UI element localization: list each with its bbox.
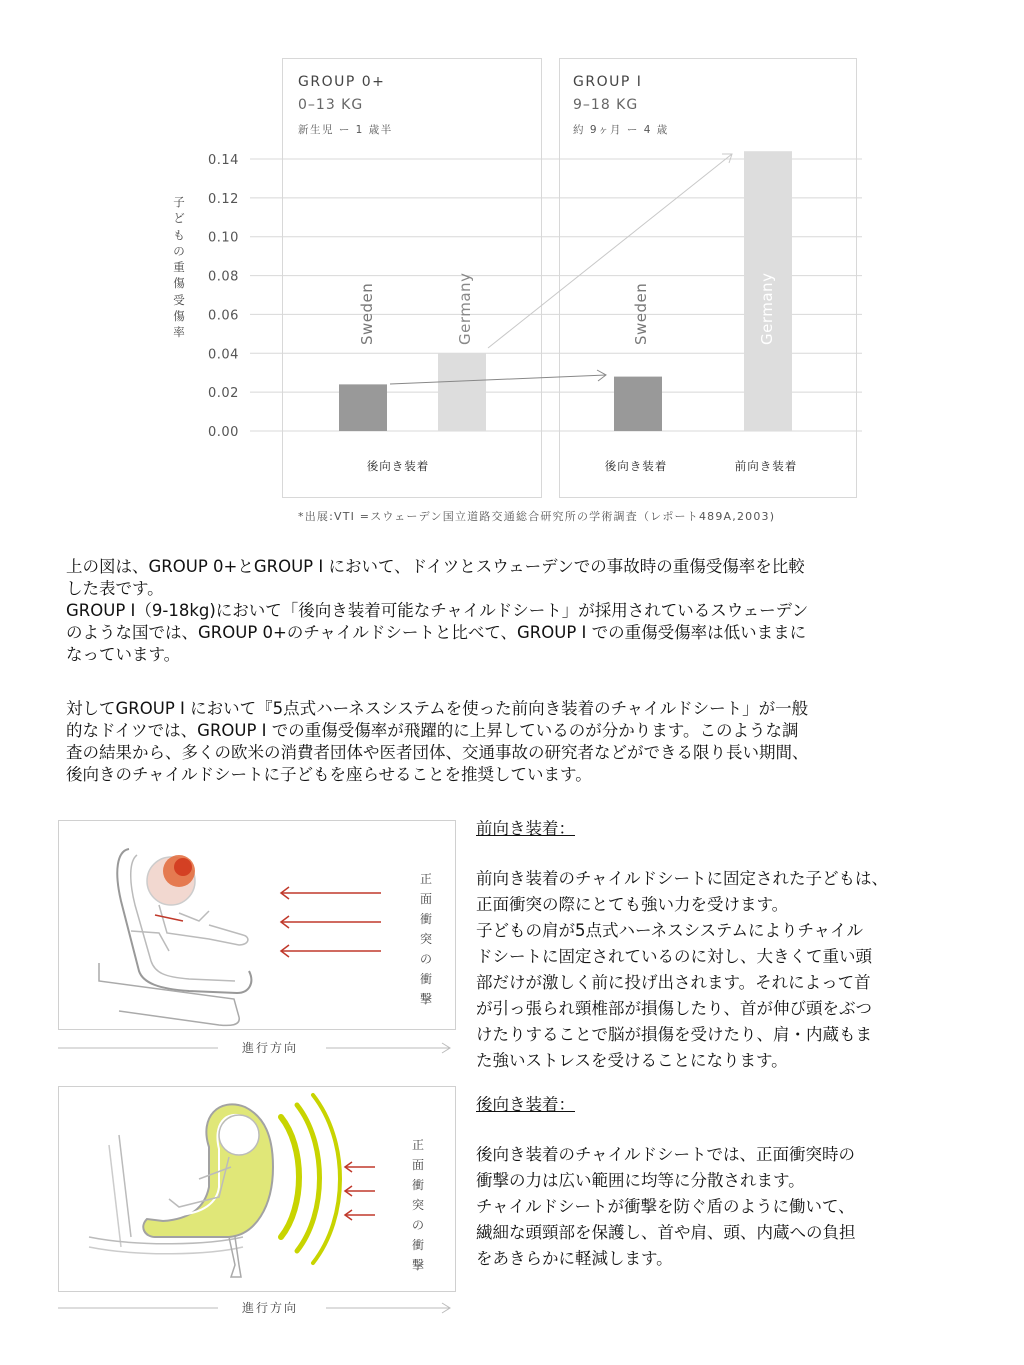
- group-1-age: 約 9ヶ月 ー 4 歳: [573, 124, 669, 136]
- text-line: が引っ張られ頸椎部が損傷したり、首が伸び頭をぶつ: [476, 999, 872, 1018]
- bar-germany: [438, 353, 486, 431]
- analysis-paragraph: [66, 698, 966, 786]
- trend-arrow: [488, 154, 732, 348]
- impact-label-char: 面: [411, 1158, 424, 1172]
- y-axis-title-char: 子: [173, 195, 185, 209]
- text-line: た強いストレスを受けることになります。: [476, 1051, 788, 1070]
- text-line: 上の図は、GROUP 0+とGROUP I において、ドイツとスウェーデンでの事故時の重傷受傷率を比較: [66, 557, 805, 576]
- text-line: 査の結果から、多くの欧米の消費者団体や医者団体、交通事故の研究者などができる限り長い期間、: [66, 743, 809, 762]
- category-label: 前向き装着: [734, 459, 798, 473]
- y-axis-title-char: 傷: [173, 309, 185, 324]
- impact-label-char: 衝: [411, 1178, 424, 1192]
- group-1-weight: 9–18 KG: [573, 97, 639, 113]
- rearward-facing-illustration: [58, 1086, 456, 1292]
- bar-label: Sweden: [358, 282, 376, 345]
- impact-label-char: の: [411, 1218, 424, 1232]
- text-line: のような国では、GROUP 0+のチャイルドシートと比べて、GROUP I での重傷受傷率は低いままに: [66, 623, 807, 642]
- impact-label-char: の: [419, 952, 432, 966]
- text-line: けたりすることで脳が損傷を受けたり、肩・内蔵もま: [476, 1025, 872, 1044]
- intro-paragraph: [66, 556, 966, 666]
- text-line: 前向き装着のチャイルドシートに固定された子どもは、: [476, 869, 889, 888]
- text-line: 対してGROUP I において『5点式ハーネスシステムを使った前向き装着のチャイルドシート」が一般: [66, 699, 809, 718]
- rearward-facing-text: [476, 1092, 976, 1272]
- y-tick-label: 0.00: [208, 425, 239, 440]
- text-line: 後向きのチャイルドシートに子どもを座らせることを推奨しています。: [66, 765, 592, 784]
- impact-label: [419, 869, 433, 1009]
- bar-label: Germany: [758, 272, 776, 345]
- text-line: した表です。: [66, 579, 164, 598]
- impact-label: [411, 1135, 425, 1275]
- impact-label-char: 衝: [411, 1238, 424, 1252]
- impact-label-char: 正: [419, 872, 432, 886]
- group-0plus-name: GROUP 0+: [298, 74, 386, 90]
- y-axis-title-char: 傷: [173, 276, 185, 291]
- bar-sweden: [614, 377, 662, 431]
- category-label: 後向き装着: [366, 459, 430, 473]
- chart-plot: [0, 0, 1024, 540]
- bar-label: Germany: [456, 272, 474, 345]
- direction-label: 進行方向: [242, 1301, 299, 1315]
- y-axis-title-char: ど: [173, 211, 185, 226]
- y-tick-label: 0.10: [208, 230, 239, 246]
- text-line: なっています。: [66, 645, 181, 664]
- forward-heading: 前向き装着：: [476, 819, 575, 838]
- y-axis-title-char: も: [173, 227, 185, 242]
- text-line: をあきらかに軽減します。: [476, 1249, 673, 1268]
- y-axis-title-char: 重: [173, 260, 185, 275]
- impact-label-char: 突: [411, 1198, 424, 1212]
- text-line: 後向き装着のチャイルドシートでは、正面衝突時の: [476, 1145, 856, 1164]
- group-1-name: GROUP I: [573, 74, 643, 90]
- direction-indicator: [58, 1038, 454, 1058]
- y-tick-label: 0.08: [208, 269, 239, 285]
- text-line: 子どもの肩が5点式ハーネスシステムによりチャイル: [476, 921, 864, 940]
- forward-facing-illustration: [58, 820, 456, 1030]
- shield-arcs-icon: [281, 1095, 340, 1263]
- impact-label-char: 面: [419, 892, 432, 906]
- y-tick-label: 0.02: [208, 386, 239, 402]
- forward-seat-drawing: [59, 821, 455, 1029]
- impact-label-char: 正: [411, 1138, 424, 1152]
- text-line: チャイルドシートが衝撃を防ぐ盾のように働いて、: [476, 1197, 855, 1216]
- text-line: 正面衝突の際にとても強い力を受けます。: [476, 895, 789, 914]
- impact-label-char: 衝: [419, 912, 432, 926]
- y-tick-label: 0.14: [208, 153, 239, 168]
- direction-indicator: [58, 1298, 454, 1318]
- direction-label: 進行方向: [242, 1041, 299, 1055]
- y-tick-label: 0.12: [208, 191, 239, 207]
- y-axis-title-char: の: [173, 243, 185, 258]
- text-line: 衝撃の力は広い範囲に均等に分散されます。: [476, 1171, 805, 1190]
- impact-label-char: 衝: [419, 972, 432, 986]
- bar-label: Sweden: [632, 282, 650, 345]
- y-axis-title-char: 受: [173, 292, 185, 307]
- impact-label-char: 突: [419, 932, 432, 946]
- chart-source: *出展:VTI =スウェーデン国立道路交通総合研究所の学術調査（レポート489A,2003): [298, 510, 776, 523]
- impact-label-char: 撃: [411, 1258, 424, 1272]
- trend-arrow: [390, 375, 606, 384]
- forward-facing-text: [476, 816, 976, 1074]
- text-line: ドシートに固定されているのに対し、大きくて重い頭: [476, 947, 872, 966]
- impact-arrows: [281, 887, 381, 957]
- text-line: 繊細な頭頸部を保護し、首や肩、頭、内蔵への負担: [476, 1223, 856, 1242]
- group-0plus-weight: 0–13 KG: [298, 97, 364, 113]
- text-line: 部だけが激しく前に投げ出されます。それによって首: [476, 973, 871, 992]
- category-label: 後向き装着: [604, 459, 668, 473]
- text-line: 的なドイツでは、GROUP I での重傷受傷率が飛躍的に上昇しているのが分かります。このような調: [66, 721, 799, 740]
- rearward-heading: 後向き装着：: [476, 1095, 575, 1114]
- y-tick-label: 0.04: [208, 347, 239, 363]
- y-tick-label: 0.06: [208, 308, 239, 324]
- injury-rate-chart: [0, 0, 1024, 540]
- group-0plus-age: 新生児 ー 1 歳半: [298, 124, 393, 136]
- bar-sweden: [339, 384, 387, 431]
- impact-label-char: 撃: [419, 992, 432, 1006]
- y-axis-title-char: 率: [173, 325, 185, 340]
- impact-arrows: [345, 1162, 375, 1220]
- rearward-seat-drawing: [59, 1087, 455, 1291]
- text-line: GROUP I（9-18kg)において「後向き装着可能なチャイルドシート」が採用されているスウェーデン: [66, 601, 809, 620]
